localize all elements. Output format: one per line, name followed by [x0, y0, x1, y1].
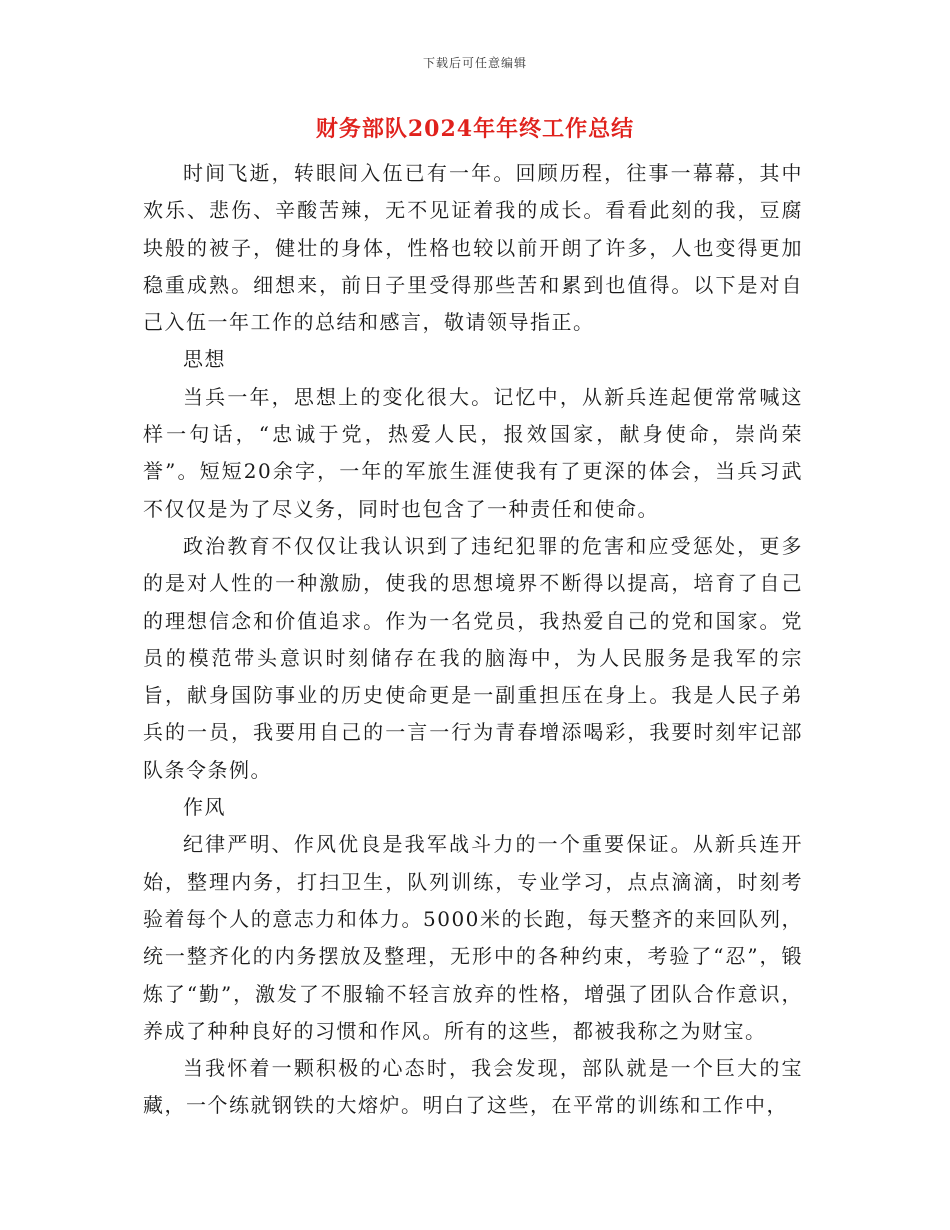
section-heading-style: 作风	[183, 795, 226, 820]
section-heading-thought: 思想	[183, 347, 226, 372]
paragraph-style-1: 纪律严明、作风优良是我军战斗力的一个重要保证。从新兵连开始，整理内务，打扫卫生，队列训练，专业学习，点点滴滴，时刻考验着每个人的意志力和体力。5000米的长跑，每天整齐的来回队列，统一整齐化的内务摆放及整理，无形中的各种约束，考验了“忍”，锻炼了“勤”，激发了不服输不轻言放弃的性格，增强了团队合作意识，养成了种种良好的习惯和作风。所有的这些，都被我称之为财宝。	[143, 832, 803, 1043]
paragraph-thought-2: 政治教育不仅仅让我认识到了违纪犯罪的危害和应受惩处，更多的是对人性的一种激励，使我的思想境界不断得以提高，培育了自己的理想信念和价值追求。作为一名党员，我热爱自己的党和国家。党员的模范带头意识时刻储存在我的脑海中，为人民服务是我军的宗旨，献身国防事业的历史使命更是一副重担压在身上。我是人民子弟兵的一员，我要用自己的一言一行为青春增添喝彩，我要时刻牢记部队条令条例。	[143, 533, 803, 782]
paragraph-style-2: 当我怀着一颗积极的心态时，我会发现，部队就是一个巨大的宝藏，一个练就钢铁的大熔炉。明白了这些，在平常的训练和工作中，	[143, 1056, 803, 1118]
header-note: 下载后可任意编辑	[422, 56, 527, 70]
paragraph-intro: 时间飞逝，转眼间入伍已有一年。回顾历程，往事一幕幕，其中欢乐、悲伤、辛酸苦辣，无不见证着我的成长。看看此刻的我，豆腐块般的被子，健壮的身体，性格也较以前开朗了许多，人也变得更加稳重成熟。细想来，前日子里受得那些苦和累到也值得。以下是对自己入伍一年工作的总结和感言，敬请领导指正。	[143, 161, 803, 335]
paragraph-thought-1: 当兵一年，思想上的变化很大。记忆中，从新兵连起便常常喊这样一句话，“忠诚于党，热爱人民，报效国家，献身使命，崇尚荣誉”。短短20余字，一年的军旅生涯使我有了更深的体会，当兵习武不仅仅是为了尽义务，同时也包含了一种责任和使命。	[143, 384, 803, 521]
document-title: 财务部队2024年年终工作总结	[315, 116, 635, 142]
document-body	[143, 155, 803, 1125]
